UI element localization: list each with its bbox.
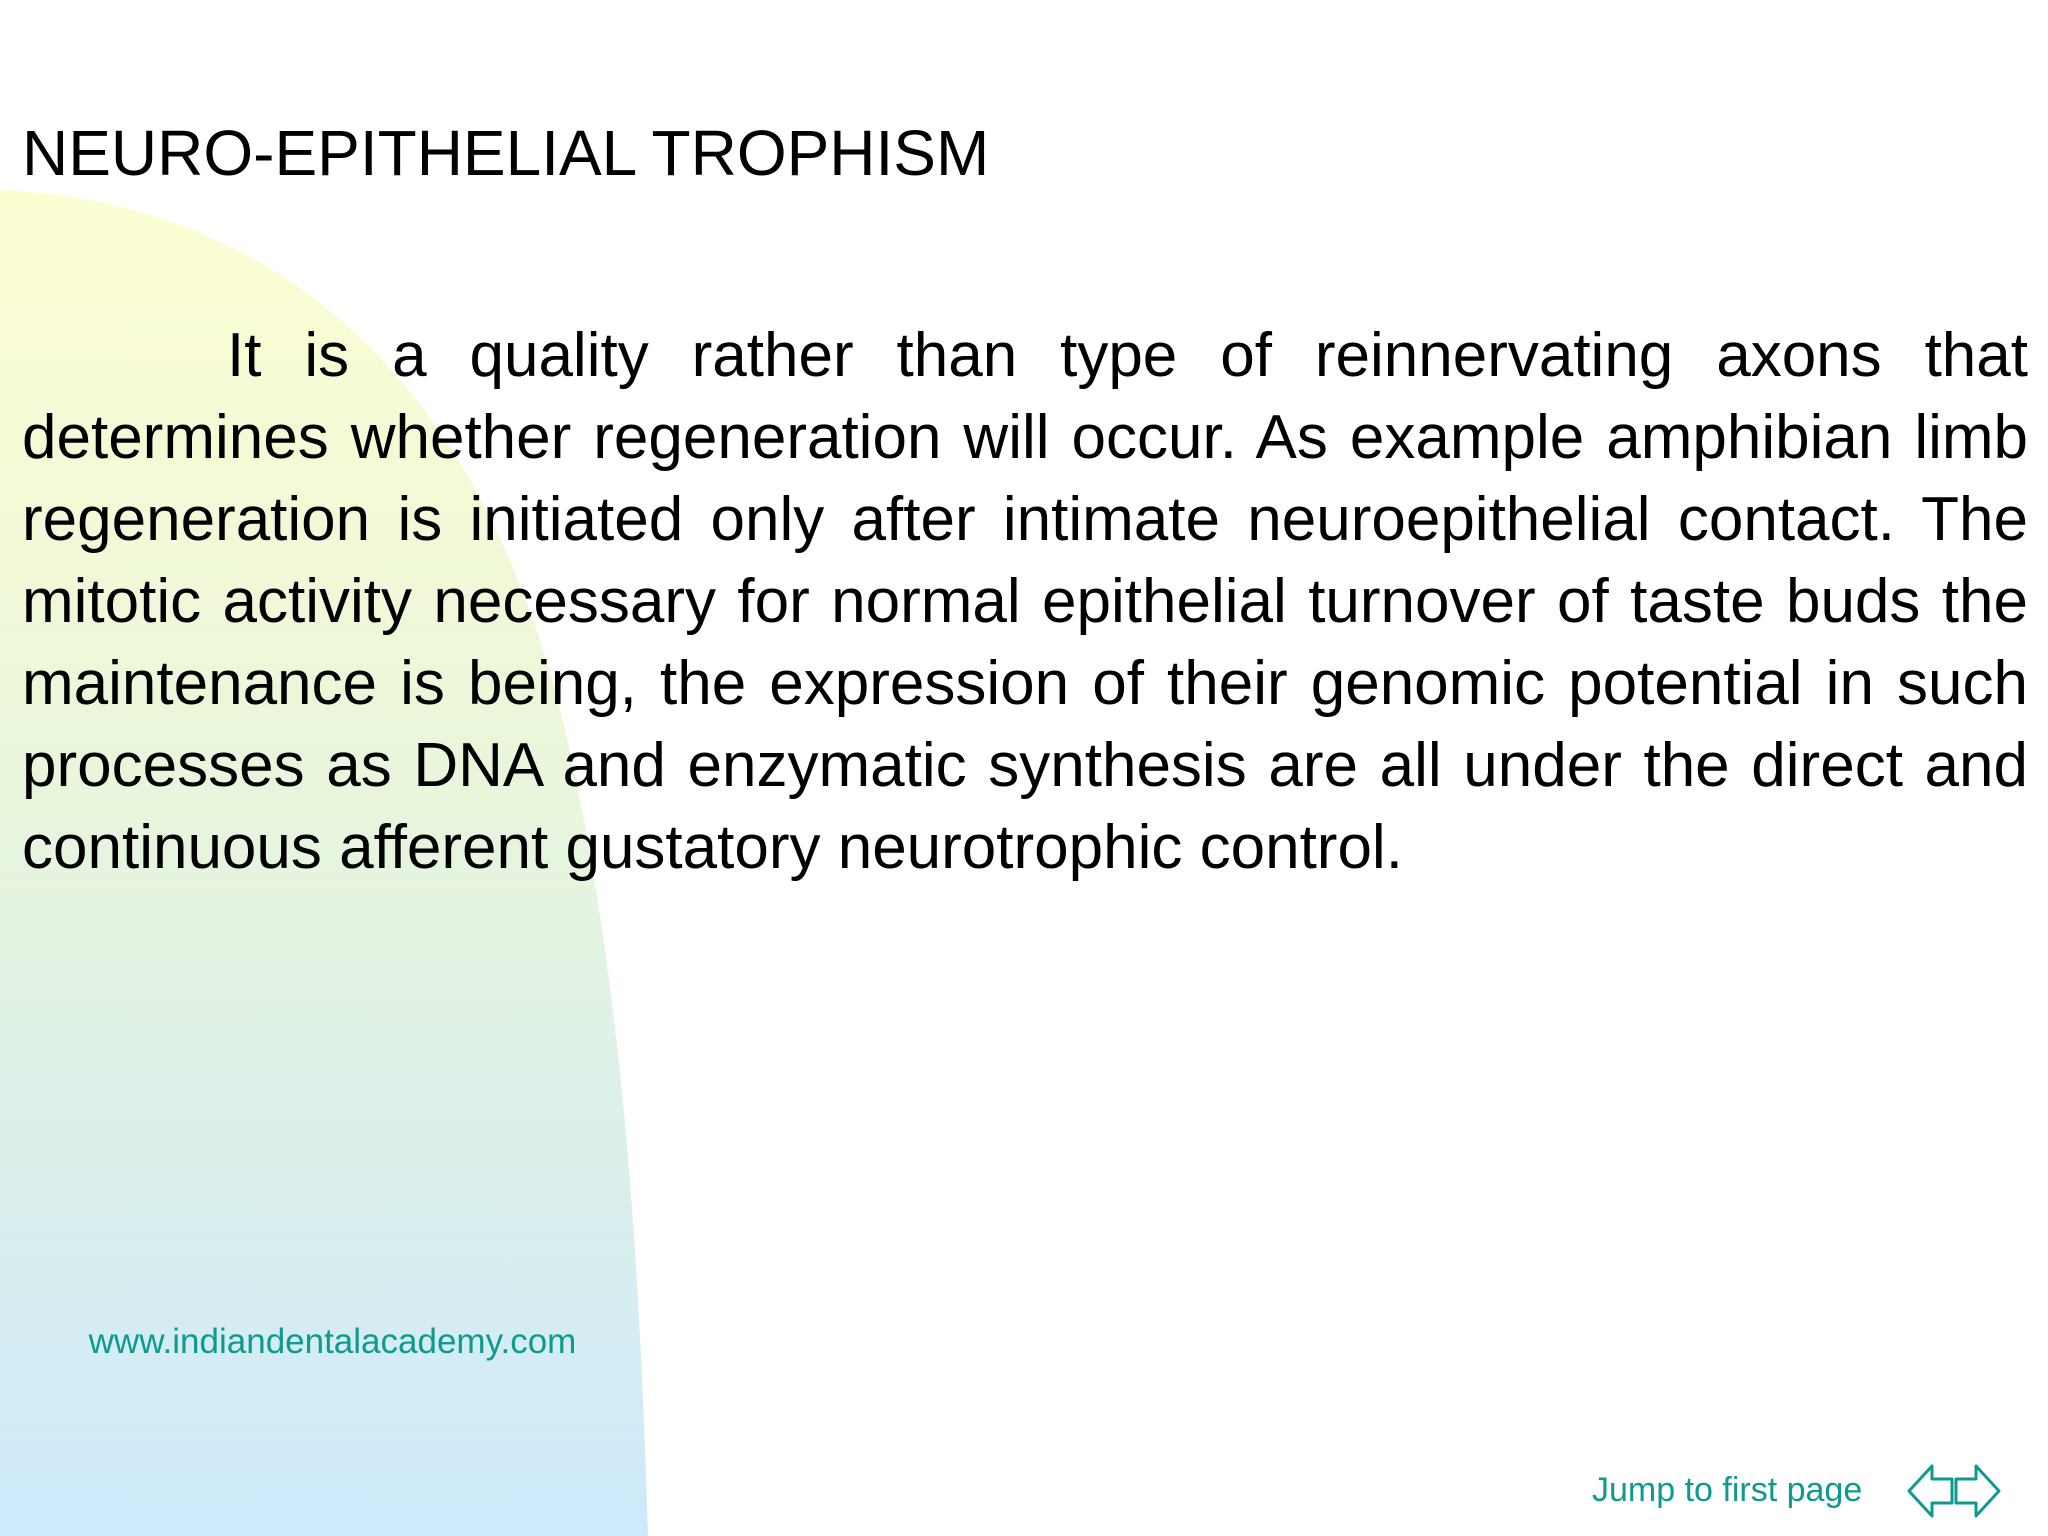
footer-website-url: www.indiandentalacademy.com bbox=[88, 1322, 577, 1361]
slide-title: NEURO-EPITHELIAL TROPHISM bbox=[22, 117, 990, 189]
jump-to-first-page-link[interactable]: Jump to first page bbox=[1592, 1471, 1863, 1509]
slide-navigation-arrows bbox=[1906, 1462, 2006, 1520]
slide-body-paragraph: It is a quality rather than type of reinnervating axons that determines whether regeneration will occur. As example amphibian limb regeneration is initiated only after intimate neuroepithelial contact. The mitotic activity necessary for normal epithelial turnover of taste buds the maintenance is being, the expression of their genomic potential in such processes as DNA and enzymatic synthesis are all under the direct and continuous afferent gustatory neurotrophic control. bbox=[22, 321, 2028, 882]
left-arrow-icon[interactable] bbox=[1906, 1462, 1956, 1520]
right-arrow-icon[interactable] bbox=[1952, 1462, 2002, 1520]
